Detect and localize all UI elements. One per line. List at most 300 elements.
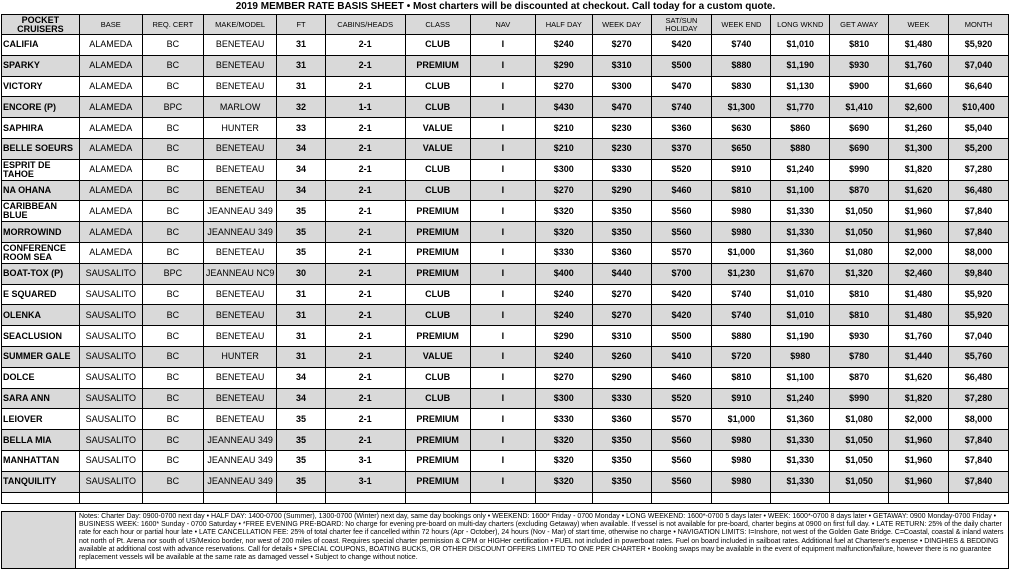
long-wknd-cell: $1,010 [771, 305, 830, 326]
col-header-get-away: GET AWAY [830, 15, 889, 35]
week-end-cell: $650 [712, 138, 771, 159]
long-wknd-cell: $1,360 [771, 409, 830, 430]
req-cert-cell: BC [142, 180, 203, 201]
week-end-cell: $910 [712, 159, 771, 180]
req-cert-cell: BC [142, 326, 203, 347]
half-day-cell: $270 [535, 76, 592, 97]
cabins-heads-cell: 2-1 [325, 55, 405, 76]
ft-cell: 34 [277, 180, 325, 201]
week-day-cell: $310 [592, 326, 651, 347]
page-title: 2019 MEMBER RATE BASIS SHEET • Most charters will be discounted at checkout. Call today for a custom quote. [235, 1, 776, 12]
cabins-heads-cell: 1-1 [325, 97, 405, 118]
long-wknd-cell: $1,770 [771, 97, 830, 118]
month-cell: $6,480 [948, 367, 1008, 388]
ft-cell: 33 [277, 118, 325, 139]
week-cell: $1,960 [889, 201, 949, 222]
sat-sun-holiday-cell: $500 [651, 326, 712, 347]
class-cell: PREMIUM [405, 471, 470, 492]
base-cell: SAUSALITO [79, 284, 142, 305]
month-cell: $5,760 [948, 346, 1008, 367]
blank-cell [948, 492, 1008, 503]
req-cert-cell: BC [142, 242, 203, 263]
long-wknd-cell: $1,240 [771, 388, 830, 409]
week-cell: $1,480 [889, 35, 949, 56]
base-cell: ALAMEDA [79, 76, 142, 97]
boat-name-cell: BELLE SOEURS [2, 138, 80, 159]
table-row [2, 138, 1009, 159]
long-wknd-cell: $1,330 [771, 430, 830, 451]
base-cell: SAUSALITO [79, 430, 142, 451]
notes-side-panel [2, 512, 76, 568]
req-cert-cell: BC [142, 367, 203, 388]
ft-cell: 35 [277, 242, 325, 263]
boat-name-cell: TANQUILITY [2, 471, 80, 492]
month-cell: $8,000 [948, 242, 1008, 263]
week-end-cell: $740 [712, 305, 771, 326]
cabins-heads-cell: 2-1 [325, 242, 405, 263]
class-cell: PREMIUM [405, 222, 470, 243]
get-away-cell: $1,050 [830, 471, 889, 492]
boat-name-cell: BOAT-TOX (P) [2, 263, 80, 284]
req-cert-cell: BC [142, 35, 203, 56]
half-day-cell: $290 [535, 55, 592, 76]
ft-cell: 34 [277, 159, 325, 180]
week-end-cell: $740 [712, 284, 771, 305]
make-model-cell: BENETEAU [203, 242, 277, 263]
sat-sun-holiday-cell: $520 [651, 388, 712, 409]
month-cell: $7,840 [948, 201, 1008, 222]
make-model-cell: BENETEAU [203, 326, 277, 347]
month-cell: $7,280 [948, 159, 1008, 180]
make-model-cell: HUNTER [203, 346, 277, 367]
make-model-cell: BENETEAU [203, 55, 277, 76]
sat-sun-holiday-cell: $560 [651, 430, 712, 451]
req-cert-cell: BC [142, 159, 203, 180]
class-cell: VALUE [405, 346, 470, 367]
week-end-cell: $740 [712, 35, 771, 56]
week-end-cell: $1,230 [712, 263, 771, 284]
table-row [2, 471, 1009, 492]
base-cell: SAUSALITO [79, 305, 142, 326]
blank-cell [142, 492, 203, 503]
header-row [2, 15, 1009, 35]
req-cert-cell: BC [142, 346, 203, 367]
make-model-cell: HUNTER [203, 118, 277, 139]
half-day-cell: $240 [535, 284, 592, 305]
sat-sun-holiday-cell: $560 [651, 222, 712, 243]
week-end-cell: $980 [712, 222, 771, 243]
week-cell: $1,960 [889, 450, 949, 471]
get-away-cell: $810 [830, 35, 889, 56]
class-cell: VALUE [405, 118, 470, 139]
nav-cell: I [470, 284, 535, 305]
week-cell: $1,480 [889, 305, 949, 326]
req-cert-cell: BC [142, 430, 203, 451]
col-header-sat-sun-holiday: SAT/SUN HOLIDAY [651, 15, 712, 35]
get-away-cell: $900 [830, 76, 889, 97]
get-away-cell: $990 [830, 159, 889, 180]
req-cert-cell: BC [142, 222, 203, 243]
week-cell: $1,820 [889, 388, 949, 409]
week-day-cell: $350 [592, 430, 651, 451]
week-day-cell: $350 [592, 471, 651, 492]
sat-sun-holiday-cell: $560 [651, 201, 712, 222]
class-cell: CLUB [405, 305, 470, 326]
month-cell: $8,000 [948, 409, 1008, 430]
base-cell: SAUSALITO [79, 346, 142, 367]
sat-sun-holiday-cell: $520 [651, 159, 712, 180]
cabins-heads-cell: 3-1 [325, 471, 405, 492]
class-cell: CLUB [405, 367, 470, 388]
month-cell: $7,280 [948, 388, 1008, 409]
ft-cell: 31 [277, 284, 325, 305]
nav-cell: I [470, 409, 535, 430]
week-end-cell: $880 [712, 326, 771, 347]
nav-cell: I [470, 35, 535, 56]
blank-cell [405, 492, 470, 503]
long-wknd-cell: $1,330 [771, 450, 830, 471]
blank-cell [2, 492, 80, 503]
boat-name-cell: LEIOVER [2, 409, 80, 430]
week-end-cell: $980 [712, 471, 771, 492]
class-cell: PREMIUM [405, 409, 470, 430]
nav-cell: I [470, 222, 535, 243]
make-model-cell: BENETEAU [203, 180, 277, 201]
week-day-cell: $290 [592, 180, 651, 201]
table-row [2, 201, 1009, 222]
long-wknd-cell: $880 [771, 138, 830, 159]
req-cert-cell: BC [142, 409, 203, 430]
sat-sun-holiday-cell: $560 [651, 471, 712, 492]
week-cell: $1,760 [889, 55, 949, 76]
cabins-heads-cell: 2-1 [325, 180, 405, 201]
notes-text: Notes: Charter Day: 0900-0700 next day • HALF DAY: 1400-0700 (Summer), 1300-0700 (Winter) next day, same day bookings only • WEEKEND: 1600* Friday - 0700 Monday • LONG WEEKEND: 1600*-0700 5 days later • WEEK: 1600*-0700 8 days later • GETAWAY: 0900 Monday-0700 Friday • BUSINESS WEEK: 1600* Sunday - 0700 Saturday • *FREE EVENING PRE-BOARD: No charge for evening pre-board on multi-day charters (excluding Getaway) when available. If vessel is not available for pre-board, charter begins at 0900 on first full day. • LATE RETURN: 25% of the daily charter rate for each hour or partial hour late • LATE CANCELLATION FEE: 25% of total charter fee if cancelled within 72 hours (Apr - October), 24 hours (Nov - Mar) of start time, otherwise no charge • NAVIGATION LIMITS: I=Inshore, not west of the Golden Gate Bridge. C=Coastal, coastal & inland waters not north of Pt. Arena nor south of US/Mexico border, nor west of 200 miles of coast. Requires special charter permission & CPM or HIGHer certification • FUEL not included in powerboat rates. Fuel on board included in sailboat rates. Additional fuel at Charterer's expense • DINGHIES & BEDDING available at additional cost with advance reservations. Call for details • SPECIAL COUPONS, BOATING BUCKS, OR OTHER DISCOUNT OFFERS LIMITED TO ONE PER CHARTER • Booking swaps may be available in the event of equipment malfunction/failure, however there is no guarantee replacement vessels will be available at the same rate as damaged vessel • Subject to change without notice. [79, 513, 1004, 562]
half-day-cell: $330 [535, 409, 592, 430]
half-day-cell: $270 [535, 367, 592, 388]
blank-cell [79, 492, 142, 503]
base-cell: ALAMEDA [79, 159, 142, 180]
week-cell: $1,660 [889, 76, 949, 97]
table-row [2, 305, 1009, 326]
blank-cell [712, 492, 771, 503]
cabins-heads-cell: 2-1 [325, 284, 405, 305]
blank-cell [889, 492, 949, 503]
base-cell: SAUSALITO [79, 263, 142, 284]
week-cell: $1,300 [889, 138, 949, 159]
col-header-class: CLASS [405, 15, 470, 35]
make-model-cell: BENETEAU [203, 367, 277, 388]
make-model-cell: BENETEAU [203, 35, 277, 56]
table-row [2, 409, 1009, 430]
table-row [2, 97, 1009, 118]
half-day-cell: $320 [535, 222, 592, 243]
week-day-cell: $300 [592, 76, 651, 97]
base-cell: ALAMEDA [79, 180, 142, 201]
blank-cell [651, 492, 712, 503]
month-cell: $5,920 [948, 284, 1008, 305]
sat-sun-holiday-cell: $460 [651, 367, 712, 388]
base-cell: SAUSALITO [79, 409, 142, 430]
cabins-heads-cell: 2-1 [325, 409, 405, 430]
sat-sun-holiday-cell: $500 [651, 55, 712, 76]
week-end-cell: $630 [712, 118, 771, 139]
base-cell: ALAMEDA [79, 35, 142, 56]
make-model-cell: BENETEAU [203, 76, 277, 97]
ft-cell: 30 [277, 263, 325, 284]
table-row [2, 346, 1009, 367]
sat-sun-holiday-cell: $570 [651, 242, 712, 263]
week-cell: $1,620 [889, 367, 949, 388]
week-day-cell: $330 [592, 388, 651, 409]
boat-name-cell: ENCORE (P) [2, 97, 80, 118]
half-day-cell: $320 [535, 471, 592, 492]
blank-cell [830, 492, 889, 503]
ft-cell: 31 [277, 346, 325, 367]
req-cert-cell: BC [142, 305, 203, 326]
week-day-cell: $360 [592, 409, 651, 430]
blank-row [2, 492, 1009, 503]
nav-cell: I [470, 326, 535, 347]
nav-cell: I [470, 118, 535, 139]
boat-name-cell: SUMMER GALE [2, 346, 80, 367]
nav-cell: I [470, 55, 535, 76]
class-cell: CLUB [405, 180, 470, 201]
ft-cell: 31 [277, 35, 325, 56]
req-cert-cell: BC [142, 76, 203, 97]
nav-cell: I [470, 388, 535, 409]
long-wknd-cell: $1,330 [771, 471, 830, 492]
make-model-cell: BENETEAU [203, 388, 277, 409]
table-row [2, 55, 1009, 76]
req-cert-cell: BC [142, 471, 203, 492]
get-away-cell: $810 [830, 305, 889, 326]
req-cert-cell: BC [142, 284, 203, 305]
cabins-heads-cell: 2-1 [325, 346, 405, 367]
ft-cell: 35 [277, 471, 325, 492]
base-cell: SAUSALITO [79, 367, 142, 388]
blank-cell [325, 492, 405, 503]
class-cell: CLUB [405, 159, 470, 180]
make-model-cell: JEANNEAU 349 [203, 471, 277, 492]
half-day-cell: $210 [535, 138, 592, 159]
get-away-cell: $870 [830, 367, 889, 388]
table-row [2, 242, 1009, 263]
ft-cell: 34 [277, 388, 325, 409]
req-cert-cell: BC [142, 138, 203, 159]
week-day-cell: $350 [592, 450, 651, 471]
half-day-cell: $330 [535, 242, 592, 263]
week-cell: $2,000 [889, 409, 949, 430]
base-cell: ALAMEDA [79, 97, 142, 118]
col-header-week-end: WEEK END [712, 15, 771, 35]
week-day-cell: $470 [592, 97, 651, 118]
nav-cell: I [470, 367, 535, 388]
ft-cell: 31 [277, 305, 325, 326]
make-model-cell: JEANNEAU 349 [203, 450, 277, 471]
class-cell: PREMIUM [405, 450, 470, 471]
week-day-cell: $350 [592, 222, 651, 243]
long-wknd-cell: $860 [771, 118, 830, 139]
base-cell: ALAMEDA [79, 222, 142, 243]
cabins-heads-cell: 2-1 [325, 305, 405, 326]
rate-table [1, 14, 1009, 504]
week-cell: $1,960 [889, 471, 949, 492]
long-wknd-cell: $1,330 [771, 201, 830, 222]
col-header-base: BASE [79, 15, 142, 35]
table-row [2, 159, 1009, 180]
nav-cell: I [470, 201, 535, 222]
long-wknd-cell: $1,360 [771, 242, 830, 263]
table-row [2, 388, 1009, 409]
get-away-cell: $1,050 [830, 201, 889, 222]
week-end-cell: $1,300 [712, 97, 771, 118]
req-cert-cell: BC [142, 388, 203, 409]
req-cert-cell: BC [142, 201, 203, 222]
col-header-cabins-heads: CABINS/HEADS [325, 15, 405, 35]
cabins-heads-cell: 2-1 [325, 222, 405, 243]
col-header-week-day: WEEK DAY [592, 15, 651, 35]
ft-cell: 31 [277, 76, 325, 97]
boat-name-cell: SAPHIRA [2, 118, 80, 139]
month-cell: $7,840 [948, 430, 1008, 451]
half-day-cell: $300 [535, 388, 592, 409]
nav-cell: I [470, 97, 535, 118]
get-away-cell: $870 [830, 180, 889, 201]
boat-name-cell: MANHATTAN [2, 450, 80, 471]
nav-cell: I [470, 305, 535, 326]
week-cell: $2,000 [889, 242, 949, 263]
get-away-cell: $1,050 [830, 430, 889, 451]
col-header-nav: NAV [470, 15, 535, 35]
nav-cell: I [470, 159, 535, 180]
col-header-make-model: MAKE/MODEL [203, 15, 277, 35]
long-wknd-cell: $1,240 [771, 159, 830, 180]
make-model-cell: BENETEAU [203, 138, 277, 159]
week-day-cell: $270 [592, 35, 651, 56]
get-away-cell: $930 [830, 326, 889, 347]
boat-name-cell: CALIFIA [2, 35, 80, 56]
blank-cell [203, 492, 277, 503]
boat-name-cell: E SQUARED [2, 284, 80, 305]
sat-sun-holiday-cell: $700 [651, 263, 712, 284]
table-row [2, 326, 1009, 347]
col-header-req-cert: REQ. CERT [142, 15, 203, 35]
boat-name-cell: BELLA MIA [2, 430, 80, 451]
get-away-cell: $1,050 [830, 222, 889, 243]
week-cell: $2,600 [889, 97, 949, 118]
week-end-cell: $880 [712, 55, 771, 76]
class-cell: CLUB [405, 76, 470, 97]
cabins-heads-cell: 2-1 [325, 138, 405, 159]
week-day-cell: $230 [592, 118, 651, 139]
half-day-cell: $320 [535, 450, 592, 471]
nav-cell: I [470, 450, 535, 471]
blank-cell [592, 492, 651, 503]
col-header-month: MONTH [948, 15, 1008, 35]
class-cell: CLUB [405, 388, 470, 409]
month-cell: $7,040 [948, 326, 1008, 347]
ft-cell: 35 [277, 201, 325, 222]
req-cert-cell: BPC [142, 263, 203, 284]
week-cell: $1,440 [889, 346, 949, 367]
ft-cell: 35 [277, 430, 325, 451]
long-wknd-cell: $1,190 [771, 55, 830, 76]
sat-sun-holiday-cell: $740 [651, 97, 712, 118]
ft-cell: 31 [277, 326, 325, 347]
cabins-heads-cell: 2-1 [325, 76, 405, 97]
class-cell: PREMIUM [405, 430, 470, 451]
get-away-cell: $930 [830, 55, 889, 76]
base-cell: ALAMEDA [79, 55, 142, 76]
sat-sun-holiday-cell: $370 [651, 138, 712, 159]
week-day-cell: $350 [592, 201, 651, 222]
half-day-cell: $240 [535, 35, 592, 56]
half-day-cell: $430 [535, 97, 592, 118]
boat-name-cell: ESPRIT DE TAHOE [2, 159, 80, 180]
cabins-heads-cell: 2-1 [325, 35, 405, 56]
week-day-cell: $330 [592, 159, 651, 180]
table-row [2, 263, 1009, 284]
month-cell: $6,480 [948, 180, 1008, 201]
half-day-cell: $300 [535, 159, 592, 180]
col-header-long-wknd: LONG WKND [771, 15, 830, 35]
cabins-heads-cell: 2-1 [325, 430, 405, 451]
week-cell: $1,960 [889, 430, 949, 451]
nav-cell: I [470, 471, 535, 492]
ft-cell: 35 [277, 409, 325, 430]
make-model-cell: JEANNEAU 349 [203, 222, 277, 243]
get-away-cell: $690 [830, 138, 889, 159]
week-cell: $1,760 [889, 326, 949, 347]
month-cell: $5,040 [948, 118, 1008, 139]
half-day-cell: $240 [535, 346, 592, 367]
half-day-cell: $290 [535, 326, 592, 347]
week-cell: $2,460 [889, 263, 949, 284]
nav-cell: I [470, 346, 535, 367]
ft-cell: 35 [277, 450, 325, 471]
class-cell: PREMIUM [405, 242, 470, 263]
cabins-heads-cell: 2-1 [325, 367, 405, 388]
week-end-cell: $980 [712, 430, 771, 451]
boat-name-cell: NA OHANA [2, 180, 80, 201]
make-model-cell: BENETEAU [203, 305, 277, 326]
cabins-heads-cell: 3-1 [325, 450, 405, 471]
week-end-cell: $910 [712, 388, 771, 409]
cabins-heads-cell: 2-1 [325, 388, 405, 409]
class-cell: VALUE [405, 138, 470, 159]
class-cell: PREMIUM [405, 326, 470, 347]
long-wknd-cell: $1,100 [771, 180, 830, 201]
long-wknd-cell: $1,010 [771, 35, 830, 56]
long-wknd-cell: $980 [771, 346, 830, 367]
boat-name-cell: CARIBBEAN BLUE [2, 201, 80, 222]
month-cell: $7,840 [948, 471, 1008, 492]
month-cell: $5,920 [948, 305, 1008, 326]
get-away-cell: $810 [830, 284, 889, 305]
week-cell: $1,620 [889, 180, 949, 201]
class-cell: CLUB [405, 35, 470, 56]
sat-sun-holiday-cell: $420 [651, 305, 712, 326]
ft-cell: 35 [277, 222, 325, 243]
blank-cell [470, 492, 535, 503]
table-row [2, 284, 1009, 305]
sat-sun-holiday-cell: $420 [651, 284, 712, 305]
long-wknd-cell: $1,010 [771, 284, 830, 305]
table-row [2, 367, 1009, 388]
sat-sun-holiday-cell: $470 [651, 76, 712, 97]
nav-cell: I [470, 263, 535, 284]
cabins-heads-cell: 2-1 [325, 263, 405, 284]
